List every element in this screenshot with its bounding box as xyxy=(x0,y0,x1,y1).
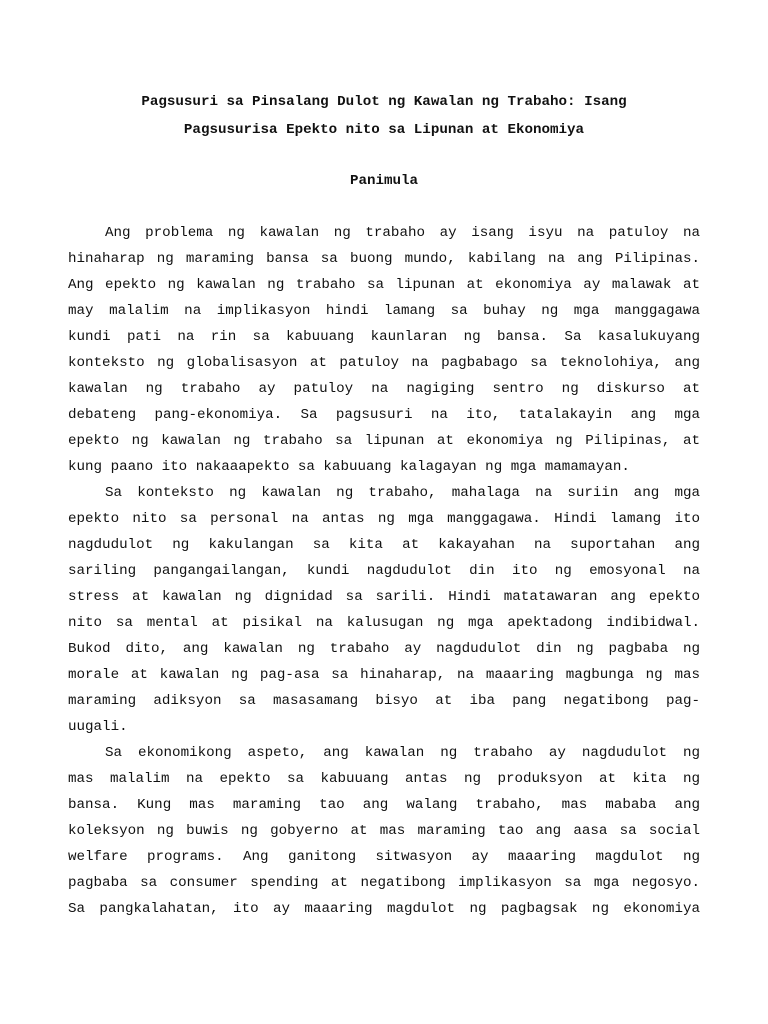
paragraph-1-line: hinaharap ng maraming bansa sa buong mundo, kabilang na ang Pilipinas. xyxy=(68,251,700,267)
paragraph-3-line: welfare programs. Ang ganitong sitwasyon ay maaaring magdulot ng xyxy=(68,849,700,865)
paragraph-2-line: nito sa mental at pisikal na kalusugan ng mga apektadong indibidwal. xyxy=(68,615,700,631)
paragraph-1-line: Ang epekto ng kawalan ng trabaho sa lipunan at ekonomiya ay malawak at xyxy=(68,277,700,293)
paragraph-3-line: bansa. Kung mas maraming tao ang walang trabaho, mas mababa ang xyxy=(68,797,700,813)
paragraph-2-line: morale at kawalan ng pag-asa sa hinaharap, na maaaring magbunga ng mas xyxy=(68,667,700,683)
paragraph-2-line: Bukod dito, ang kawalan ng trabaho ay nagdudulot din ng pagbaba ng xyxy=(68,641,700,657)
paragraph-1-line: kawalan ng trabaho ay patuloy na nagiging sentro ng diskurso at xyxy=(68,381,700,397)
paragraph-3-line: koleksyon ng buwis ng gobyerno at mas maraming tao ang aasa sa social xyxy=(68,823,700,839)
paragraph-1-line: epekto ng kawalan ng trabaho sa lipunan at ekonomiya ng Pilipinas, at xyxy=(68,433,700,449)
paragraph-2-line: sariling pangangailangan, kundi nagdudulot din ito ng emosyonal na xyxy=(68,563,700,579)
paragraph-1-line: kung paano ito nakaaapekto sa kabuuang kalagayan ng mga mamamayan. xyxy=(68,459,630,475)
paragraph-3-line: Sa pangkalahatan, ito ay maaaring magdulot ng pagbagsak ng ekonomiya xyxy=(68,901,700,917)
paragraph-1-line: konteksto ng globalisasyon at patuloy na pagbabago sa teknolohiya, ang xyxy=(68,355,700,371)
paragraph-2-line: maraming adiksyon sa masasamang bisyo at iba pang negatibong pag- xyxy=(68,693,700,709)
document-title xyxy=(68,88,700,144)
paragraph-2-line: nagdudulot ng kakulangan sa kita at kakayahan na suportahan ang xyxy=(68,537,700,553)
paragraph-3-line: Sa ekonomikong aspeto, ang kawalan ng trabaho ay nagdudulot ng xyxy=(105,745,700,761)
paragraph-2-line: epekto nito sa personal na antas ng mga manggagawa. Hindi lamang ito xyxy=(68,511,700,527)
paragraph-1-line: Ang problema ng kawalan ng trabaho ay isang isyu na patuloy na xyxy=(105,225,700,241)
paragraph-1-line: kundi pati na rin sa kabuuang kaunlaran ng bansa. Sa kasalukuyang xyxy=(68,329,700,345)
paragraph-2-line: Sa konteksto ng kawalan ng trabaho, mahalaga na suriin ang mga xyxy=(105,485,700,501)
body-text xyxy=(68,220,700,922)
paragraph-3-line: pagbaba sa consumer spending at negatibong implikasyon sa mga negosyo. xyxy=(68,875,700,891)
section-heading: Panimula xyxy=(349,173,419,189)
paragraph-3-line: mas malalim na epekto sa kabuuang antas ng produksyon at kita ng xyxy=(68,771,700,787)
title-line-1: Pagsusuri sa Pinsalang Dulot ng Kawalan ng Trabaho: Isang xyxy=(141,94,627,110)
paragraph-1-line: may malalim na implikasyon hindi lamang sa buhay ng mga manggagawa xyxy=(68,303,700,319)
title-line-2: Pagsusurisa Epekto nito sa Lipunan at Ekonomiya xyxy=(183,122,585,138)
paragraph-1-line: debateng pang-ekonomiya. Sa pagsusuri na ito, tatalakayin ang mga xyxy=(68,407,700,423)
paragraph-2-line: uugali. xyxy=(68,719,128,735)
paragraph-2-line: stress at kawalan ng dignidad sa sarili. Hindi matatawaran ang epekto xyxy=(68,589,700,605)
